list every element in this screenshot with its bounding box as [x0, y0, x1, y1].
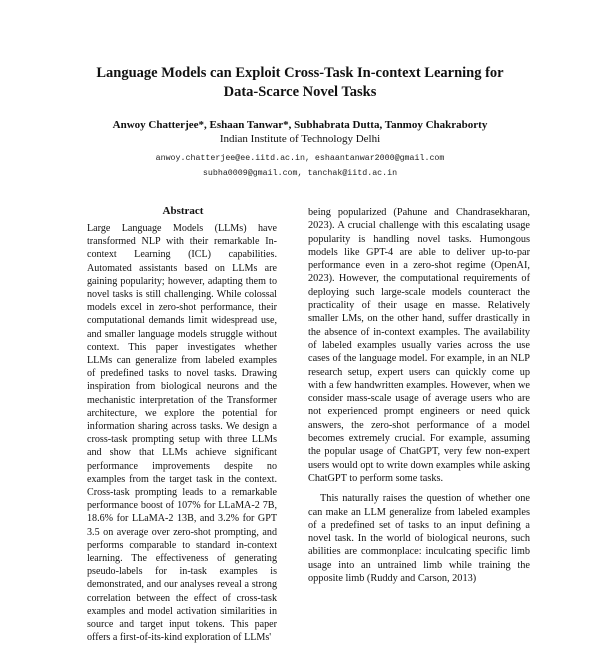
body-paragraph-2: This naturally raises the question of whether one can make an LLM generalize from labeled examples of a predefined set of tasks to an input defining a novel task. In the world of biological neurons, such abilities are commonplace: inculcating specific limb usage into an untrained limb while training the opposite limb (Ruddy and Carson, 2013) — [308, 493, 530, 585]
body-paragraph-1: being popularized (Pahune and Chandrasekharan, 2023). A crucial challenge with this escalating usage popularity is handling novel tasks. Humongous models like GPT-4 are able to deliver up-to-par performance even in a zero-shot regime (OpenAI, 2023). However, the computational requirements of deploying such large-scale models counteract the practicality of their usage en masse. Relatively smaller LMs, on the other hand, suffer drastically in the absence of in-context examples. The availability of labeled examples usually varies across the use cases of the language model. For example, in an NLP research setup, expert users can quickly come up with a few handwritten examples. However, when we consider mass-scale usage of average users who are not experienced prompt engineers or need quick answers, the zero-shot performance of a model becomes extremely crucial. For example, assuming the popular usage of ChatGPT, very few non-expert users would opt to write down examples while asking ChatGPT to perform some tasks. — [308, 207, 530, 484]
body-column — [308, 206, 530, 585]
paper-title — [40, 64, 560, 102]
email-line-1: anwoy.chatterjee@ee.iitd.ac.in, eshaantanwar2000@gmail.com — [155, 154, 445, 163]
affiliation: Indian Institute of Technology Delhi — [219, 133, 381, 145]
title-line-1: Language Models can Exploit Cross-Task In-context Learning for — [96, 65, 504, 81]
abstract-text: Large Language Models (LLMs) have transformed NLP with their remarkable In-context Learning (ICL) capabilities. Automated assistants based on LLMs are gaining popularity; however, adapting them to novel tasks is still challenging. While colossal models excel in zero-shot performance, their computational demands limit widespread use, and smaller language models struggle without context. This paper investigates whether LLMs can generalize from labeled examples of predefined tasks to novel tasks. Drawing inspiration from biological neurons and the mechanistic interpretation of the Transformer architecture, we explore the potential for information sharing across tasks. We design a cross-task prompting setup with three LLMs and show that LLMs achieve significant performance improvements despite no examples from the target task in the context. Cross-task prompting leads to a remarkable performance boost of 107% for LLaMA-2 7B, 18.6% for LLaMA-2 13B, and 3.2% for GPT 3.5 on average over zero-shot prompting, and performs comparable to standard in-context learning. The effectiveness of generating pseudo-labels for in-task examples is demonstrated, and our analyses reveal a strong correlation between the effect of cross-task examples and model activation similarities in source and target input tokens. This paper offers a first-of-its-kind exploration of LLMs' — [87, 223, 277, 644]
author-names: Anwoy Chatterjee*, Eshaan Tanwar*, Subhabrata Dutta, Tanmoy Chakraborty — [112, 119, 488, 131]
abstract-heading: Abstract — [162, 205, 204, 217]
author-block — [40, 118, 560, 146]
title-line-2: Data-Scarce Novel Tasks — [223, 84, 377, 100]
email-block — [40, 151, 560, 181]
email-line-2: subha0009@gmail.com, tanchak@iitd.ac.in — [202, 169, 398, 178]
abstract-column — [87, 222, 277, 645]
